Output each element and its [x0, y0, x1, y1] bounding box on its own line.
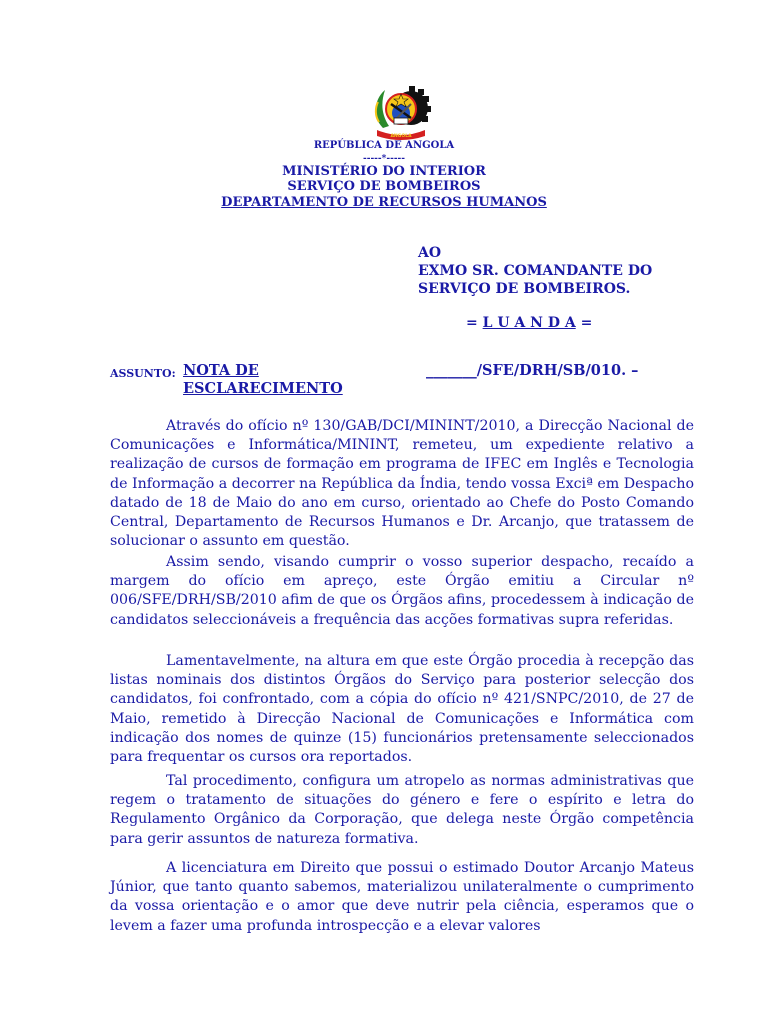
addressee-city — [466, 314, 592, 333]
subject-title-line-1: NOTA DE — [183, 362, 259, 379]
addressee-line-1: EXMO SR. COMANDANTE DO — [418, 263, 653, 279]
addressee-line-2: SERVIÇO DE BOMBEIROS. — [418, 281, 631, 297]
city-name: L U A N D A — [482, 315, 576, 331]
service-name: SERVIÇO DE BOMBEIROS — [287, 179, 481, 194]
body-paragraph-4: Tal procedimento, configura um atropelo as normas administrativas que regem o tratamento de situações do género e fere o espírito e letra do Regulamento Orgânico da Corporação, que delega neste Órgão competência para gerir assuntos de natureza formativa. — [110, 773, 694, 847]
addressee-to: AO — [418, 245, 442, 261]
body-paragraph-5: A licenciatura em Direito que possui o estimado Doutor Arcanjo Mateus Júnior, que tanto quanto sabemos, materializou unilateralmente o cumprimento da vossa orientação e o amor que deve nutrir pela ciência, esperamos que o levem a fazer uma profunda introspecção e a elevar valores — [110, 860, 694, 934]
city-prefix: = — [466, 315, 483, 331]
country-name: REPÚBLICA DE ANGOLA — [313, 140, 455, 151]
body-paragraph-2: Assim sendo, visando cumprir o vosso superior despacho, recaído a margem do ofício em apreço, este Órgão emitiu a Circular nº 006/SFE/DRH/SB/2010 afim de que os Órgãos afins, procedessem à indicação de candidatos seleccionáveis a frequência das acções formativas supra referidas. — [110, 554, 694, 628]
body-paragraph-1: Através do ofício nº 130/GAB/DCI/MININT/2010, a Direcção Nacional de Comunicações e Informática/MININT, remeteu, um expediente relativo a realização de cursos de formação em programa de IFEC em Inglês e Tecnologia de Informação a decorrer na República da Índia, tendo vossa Exciª em Despacho datado de 18 de Maio do ano em curso, orientado ao Chefe do Posto Comando Central, Departamento de Recursos Humanos e Dr. Arcanjo, que tratassem de solucionar o assunto em questão. — [110, 418, 694, 550]
subject-title-line-2: ESCLARECIMENTO — [183, 380, 343, 397]
body-paragraph-3: Lamentavelmente, na altura em que este Órgão procedia à recepção das listas nominais dos distintos Órgãos do Serviço para posterior selecção dos candidatos, foi confrontado, com a cópia do ofício nº 421/SNPC/2010, de 27 de Maio, remetido à Direcção Nacional de Comunicações e Informática com indicação dos nomes de quinze (15) funcionários pretensamente seleccionados para frequentar os cursos ora reportados. — [110, 653, 694, 766]
ministry-name: MINISTÉRIO DO INTERIOR — [282, 164, 486, 179]
subject-label: ASSUNTO: — [110, 367, 176, 380]
document-reference: _______/SFE/DRH/SB/010. – — [426, 362, 639, 379]
department-name: DEPARTAMENTO DE RECURSOS HUMANOS — [221, 195, 547, 210]
angola-coat-of-arms-emblem — [369, 82, 433, 142]
city-suffix: = — [575, 315, 593, 331]
header-separator: -----*----- — [362, 154, 406, 164]
emblem-banner-text: ANGOLA — [390, 134, 412, 139]
